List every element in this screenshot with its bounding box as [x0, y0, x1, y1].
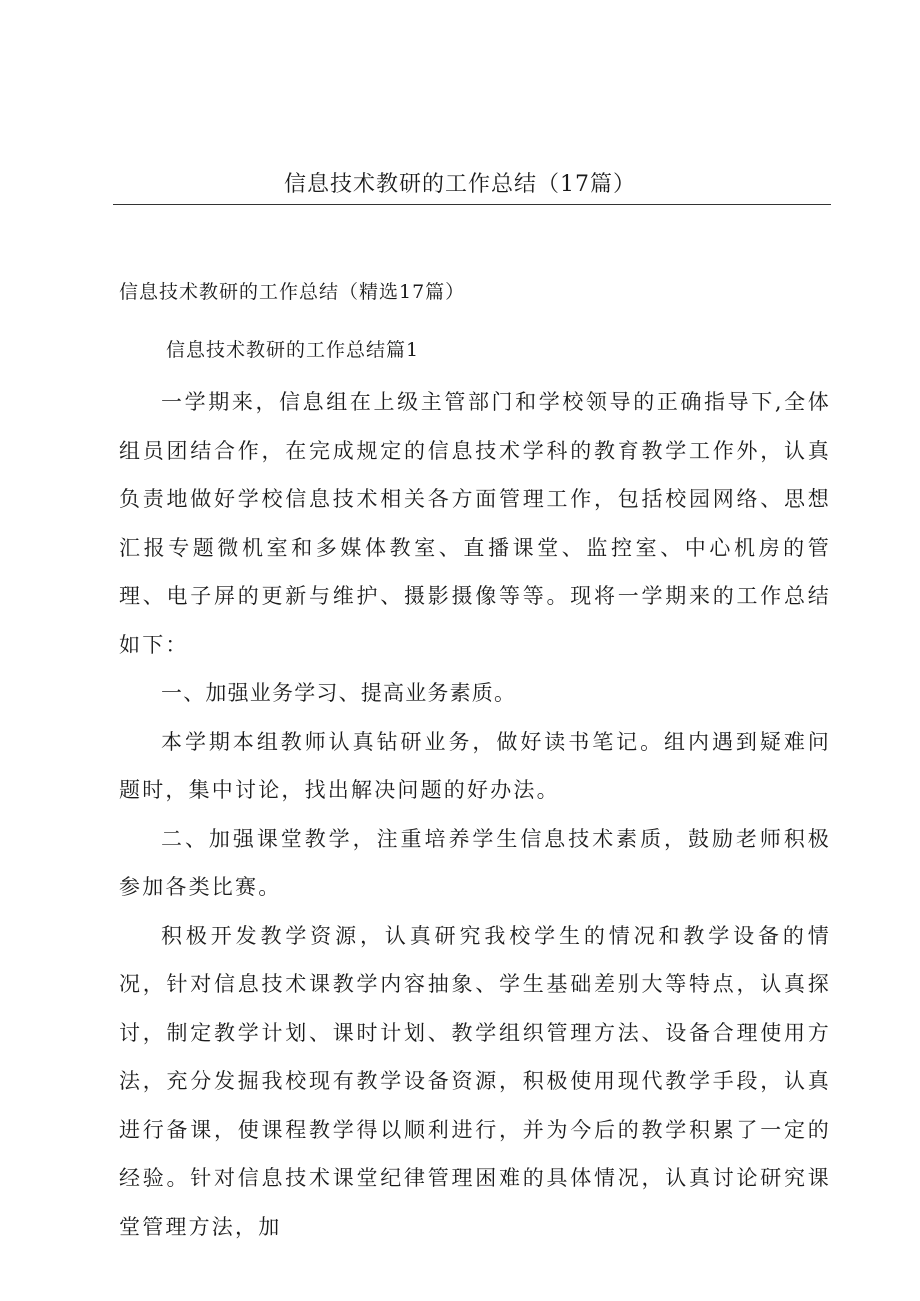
- body-paragraph-study: 本学期本组教师认真钻研业务，做好读书笔记。组内遇到疑难问题时，集中讨论，找出解决问题的好办法。: [119, 729, 831, 802]
- body-paragraph-point-one: 一、加强业务学习、提高业务素质。: [161, 681, 517, 705]
- body-paragraph-point-two: 二、加强课堂教学，注重培养学生信息技术素质，鼓励老师积极参加各类比赛。: [119, 826, 831, 899]
- document-body: [119, 378, 831, 1251]
- body-paragraph-intro: 一学期来，信息组在上级主管部门和学校领导的正确指导下,全体组员团结合作，在完成规定的信息技术学科的教育教学工作外，认真负责地做好学校信息技术相关各方面管理工作，包括校园网络、思想汇报专题微机室和多媒体教室、直播课堂、监控室、中心机房的管理、电子屏的更新与维护、摄影摄像等等。现将一学期来的工作总结如下：: [119, 390, 831, 657]
- section-heading: 信息技术教研的工作总结篇1: [166, 339, 420, 361]
- body-paragraph-resources: 积极开发教学资源，认真研究我校学生的情况和教学设备的情况，针对信息技术课教学内容抽象、学生基础差别大等特点，认真探讨，制定教学计划、课时计划、教学组织管理方法、设备合理使用方法，充分发掘我校现有教学设备资源，积极使用现代教学手段，认真进行备课，使课程教学得以顺利进行，并为今后的教学积累了一定的经验。针对信息技术课堂纪律管理困难的具体情况，认真讨论研究课堂管理方法，加: [119, 923, 831, 1239]
- header-divider: [113, 204, 831, 205]
- document-header-title: 信息技术教研的工作总结（17篇）: [284, 172, 636, 197]
- document-subtitle: 信息技术教研的工作总结（精选17篇）: [119, 281, 466, 303]
